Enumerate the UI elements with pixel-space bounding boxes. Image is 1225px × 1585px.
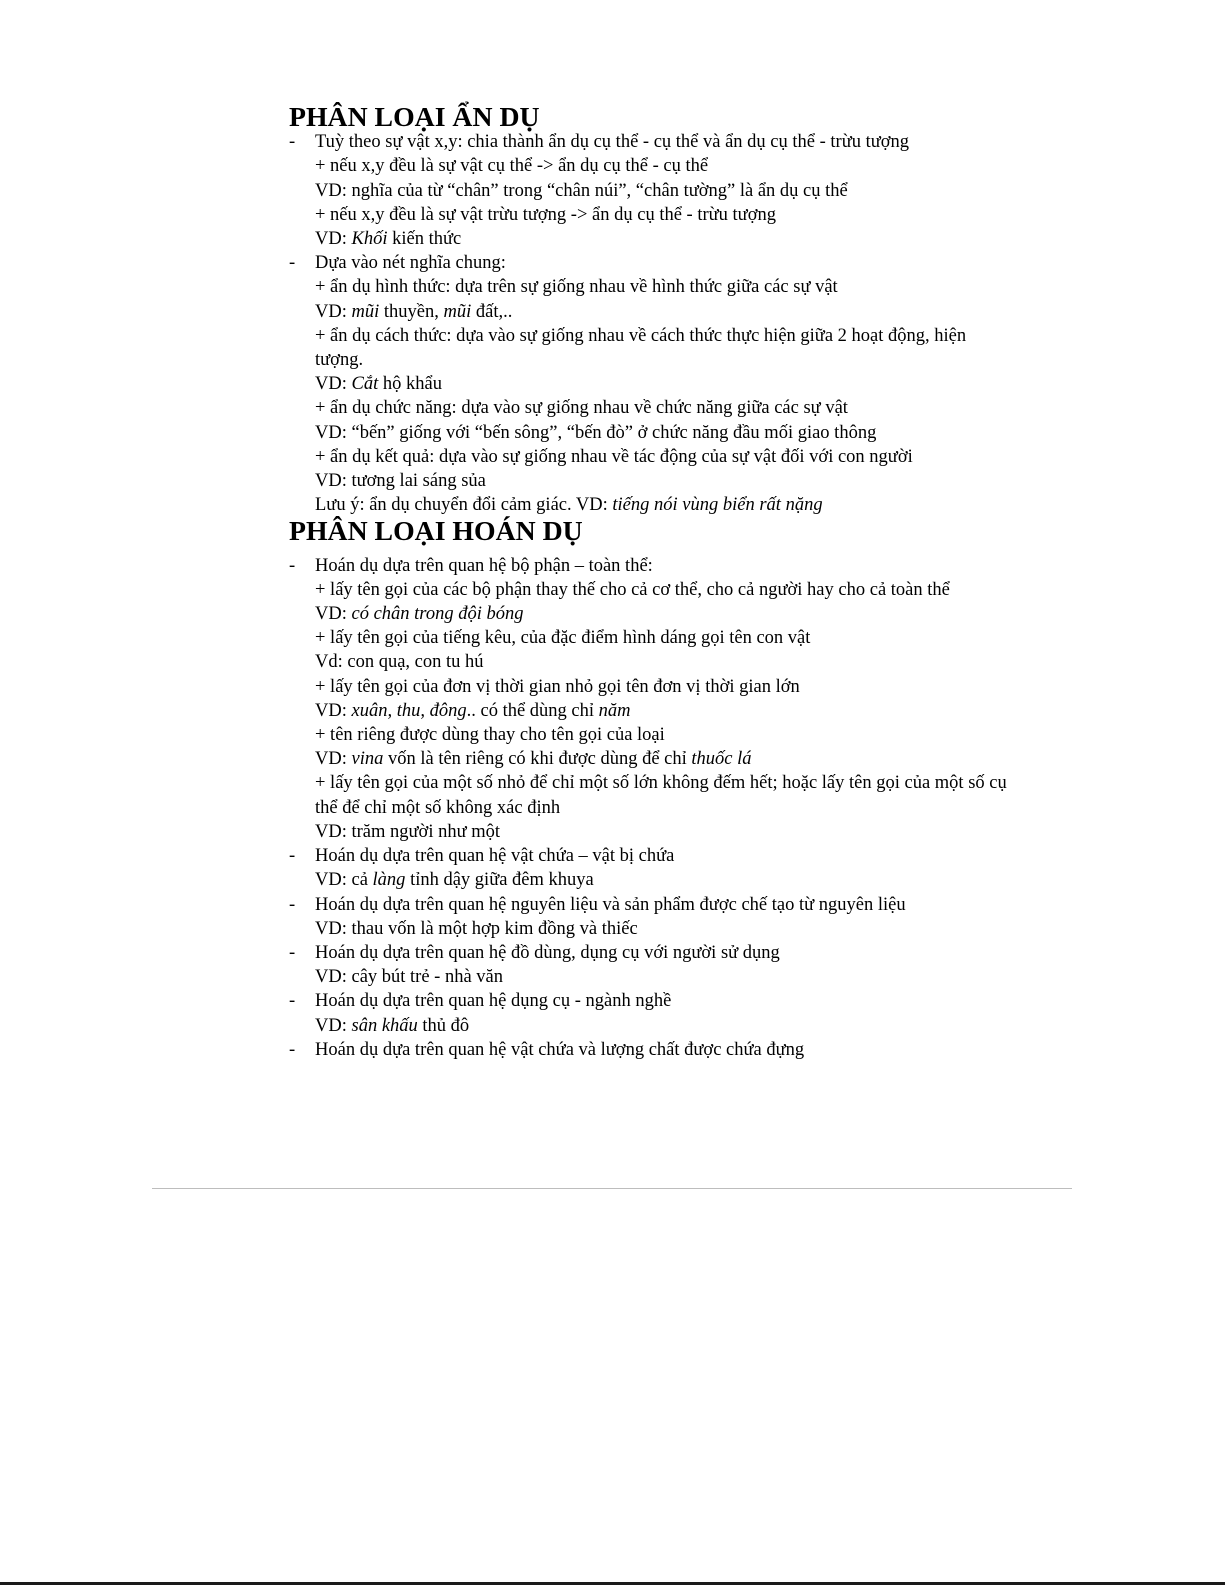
heading-hoan-du: PHÂN LOẠI HOÁN DỤ [289,516,583,548]
text-line [315,844,1009,868]
text-run: Hoán dụ dựa trên quan hệ bộ phận – toàn thể: [315,555,653,576]
italic-text: xuân, thu, đông [351,700,467,721]
text-run: VD: cây bút trẻ - nhà văn [315,967,504,988]
list-bullet: - [289,132,296,153]
text-run: VD: [315,700,352,721]
page-divider [152,1188,1072,1189]
hoan-du-item-3 [289,941,1009,989]
text-run: tỉnh dậy giữa đêm khuya [405,870,594,891]
text-run: .. có thể dùng chỉ [466,700,599,721]
text-run: + lấy tên gọi của tiếng kêu, của đặc điểm hình dáng gọi tên con vật [315,628,811,649]
italic-text: tiếng nói vùng biển rất nặng [612,495,823,516]
text-run: + ẩn dụ cách thức: dựa vào sự giống nhau về cách thức thực hiện giữa 2 hoạt động, hiện tượng. [315,325,967,371]
italic-text: mũi [443,301,472,322]
text-line [315,747,1009,771]
hoan-du-item-2 [289,893,1009,941]
italic-text: vina [351,749,384,770]
text-line [315,602,1009,626]
italic-text: làng [372,870,406,891]
list-bullet: - [289,846,296,867]
text-run: VD: tương lai sáng sủa [315,471,486,492]
text-line [315,396,1009,420]
text-run: Hoán dụ dựa trên quan hệ đồ dùng, dụng cụ với người sử dụng [315,942,780,963]
text-run: hộ khẩu [378,374,442,395]
text-run: VD: [315,301,352,322]
text-line [315,820,1009,844]
text-run: Dựa vào nét nghĩa chung: [315,253,506,274]
heading-an-du: PHÂN LOẠI ẨN DỤ [289,102,540,133]
text-run: Vd: con quạ, con tu hú [315,652,484,673]
text-run: + ẩn dụ kết quả: dựa vào sự giống nhau về tác động của sự vật đối với con người [315,446,913,467]
text-line [315,699,1009,723]
text-run: VD: [315,229,352,250]
hoan-du-item-1 [289,844,1009,892]
list-bullet: - [289,942,296,963]
text-run: đất,.. [471,301,513,322]
text-line [315,227,1009,251]
italic-text: Khối [351,229,388,250]
text-line [315,130,1009,154]
text-line [315,578,1009,602]
text-run: + nếu x,y đều là sự vật trừu tượng -> ẩn dụ cụ thể - trừu tượng [315,204,776,225]
italic-text: sân khấu [351,1015,418,1036]
text-line [315,493,1009,517]
text-line [315,917,1009,941]
text-run: + lấy tên gọi của một số nhỏ để chỉ một số lớn không đếm hết; hoặc lấy tên gọi của một số cụ thể để chỉ một số không xác định [315,773,1007,818]
text-run: + tên riêng được dùng thay cho tên gọi của loại [315,725,665,746]
hoan-du-item-4 [289,989,1009,1037]
text-line [315,251,1009,275]
hoan-du-item-0 [289,554,1009,844]
text-line [315,421,1009,445]
text-line [315,675,1009,699]
text-run: Hoán dụ dựa trên quan hệ nguyên liệu và sản phẩm được chế tạo từ nguyên liệu [315,894,906,915]
italic-text: năm [598,700,631,721]
text-run: thuyền, [379,301,444,322]
text-run: VD: [315,749,352,770]
text-run: VD: [315,604,352,625]
an-du-item-0 [289,130,1009,251]
hoan-du-list [289,554,1009,1062]
text-run: thủ đô [417,1015,470,1036]
text-line [315,965,1009,989]
italic-text: thuốc lá [691,749,752,770]
italic-text: có chân trong đội bóng [351,604,524,625]
text-line [315,154,1009,178]
text-run: Hoán dụ dựa trên quan hệ vật chứa – vật bị chứa [315,846,675,867]
text-line [315,554,1009,578]
text-line [315,723,1009,747]
text-run: Lưu ý: ẩn dụ chuyển đổi cảm giác. VD: [315,495,613,516]
text-run: VD: nghĩa của từ “chân” trong “chân núi”, “chân tường” là ẩn dụ cụ thể [315,180,848,201]
text-line [315,650,1009,674]
text-line [315,1038,1009,1062]
italic-text: mũi [351,301,380,322]
list-bullet: - [289,991,296,1012]
text-line [315,324,1009,372]
hoan-du-item-5 [289,1038,1009,1062]
an-du-item-1 [289,251,1009,517]
text-line [315,275,1009,299]
text-run: kiến thức [387,229,462,250]
list-bullet: - [289,894,296,915]
text-run: + lấy tên gọi của đơn vị thời gian nhỏ gọi tên đơn vị thời gian lớn [315,676,800,697]
text-run: VD: [315,1015,352,1036]
text-run: + ẩn dụ chức năng: dựa vào sự giống nhau về chức năng giữa các sự vật [315,398,848,419]
list-bullet: - [289,555,296,576]
text-line [315,203,1009,227]
italic-text: Cắt [351,374,379,395]
text-line [315,372,1009,396]
text-line [315,445,1009,469]
text-run: VD: thau vốn là một hợp kim đồng và thiếc [315,918,638,939]
text-line [315,300,1009,324]
text-run: + ẩn dụ hình thức: dựa trên sự giống nhau về hình thức giữa các sự vật [315,277,838,298]
text-line [315,1014,1009,1038]
text-run: Tuỳ theo sự vật x,y: chia thành ẩn dụ cụ thể - cụ thể và ẩn dụ cụ thể - trừu tượng [315,132,910,153]
text-run: VD: “bến” giống với “bến sông”, “bến đò” ở chức năng đầu mối giao thông [315,422,877,443]
text-run: + nếu x,y đều là sự vật cụ thể -> ẩn dụ cụ thể - cụ thể [315,156,709,177]
list-bullet: - [289,253,296,274]
an-du-list [289,130,1009,517]
text-run: + lấy tên gọi của các bộ phận thay thế cho cả cơ thể, cho cả người hay cho cả toàn thể [315,579,950,600]
text-line [315,941,1009,965]
text-run: VD: trăm người như một [315,821,501,842]
text-line [315,179,1009,203]
text-line [315,771,1009,819]
list-bullet: - [289,1039,296,1060]
text-line [315,626,1009,650]
text-run: VD: [315,374,352,395]
text-run: Hoán dụ dựa trên quan hệ dụng cụ - ngành nghề [315,991,672,1012]
text-line [315,893,1009,917]
text-line [315,469,1009,493]
text-run: vốn là tên riêng có khi được dùng để chỉ [383,749,692,770]
document-page [289,102,1009,1062]
text-run: Hoán dụ dựa trên quan hệ vật chứa và lượng chất được chứa đựng [315,1039,805,1060]
text-line [315,868,1009,892]
text-run: VD: cả [315,870,373,891]
text-line [315,989,1009,1013]
